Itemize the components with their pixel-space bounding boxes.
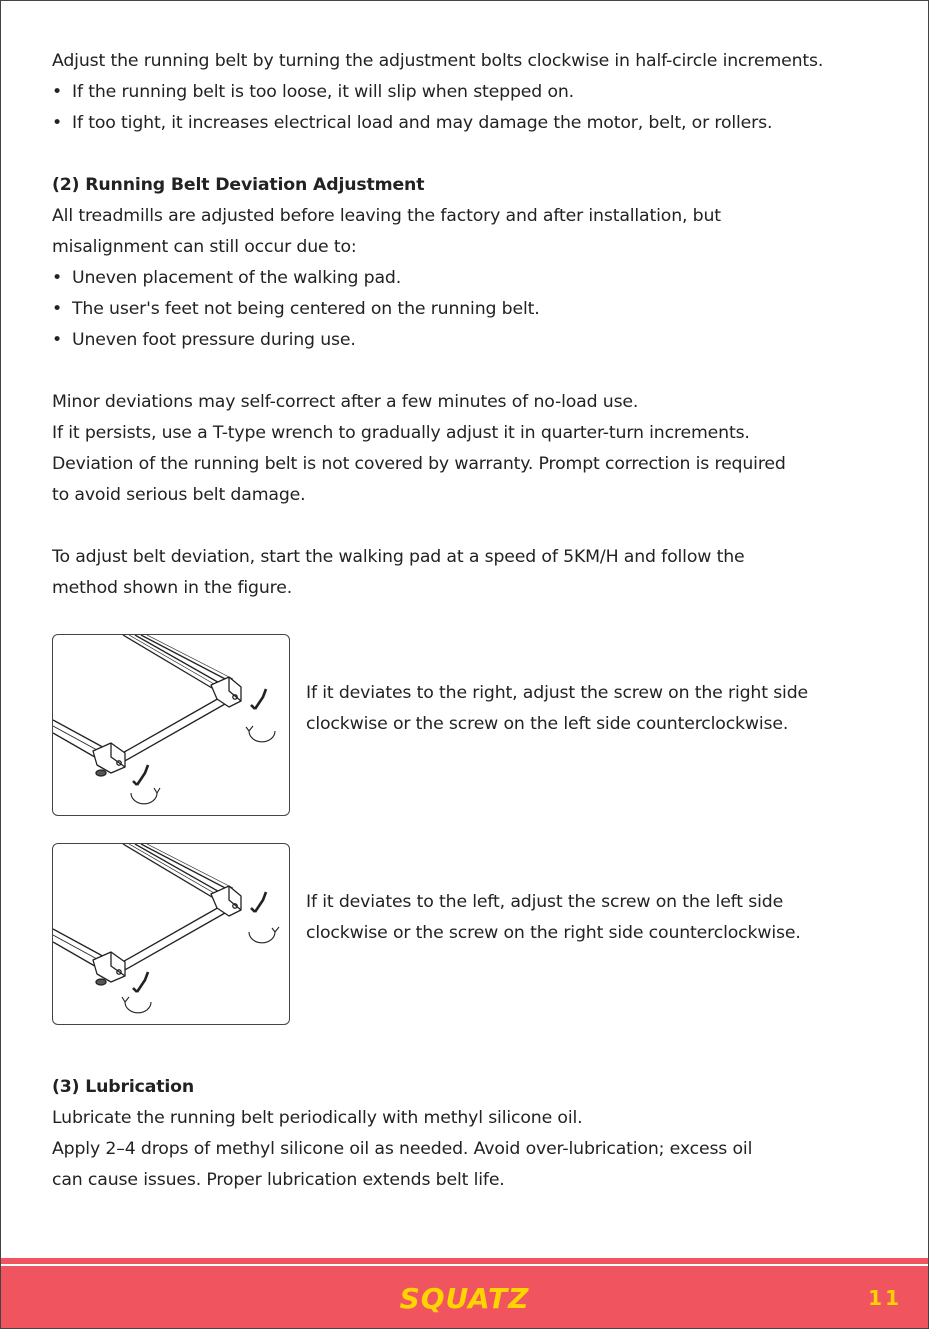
- figure-deviates-left: [52, 843, 290, 1025]
- paragraph: To adjust belt deviation, start the walking pad at a speed of 5KM/H and follow the: [52, 547, 745, 567]
- paragraph: Minor deviations may self-correct after a few minutes of no-load use.: [52, 392, 639, 412]
- paragraph: misalignment can still occur due to:: [52, 237, 357, 257]
- figure-deviates-right: [52, 634, 290, 816]
- list-item: [52, 77, 882, 108]
- list-item-text: Uneven foot pressure during use.: [72, 330, 356, 350]
- page-footer: [1, 1258, 928, 1328]
- paragraph: All treadmills are adjusted before leaving the factory and after installation, but: [52, 206, 721, 226]
- caption-line: clockwise or the screw on the left side counterclockwise.: [306, 714, 789, 734]
- figure1-caption: [306, 678, 886, 740]
- list-item: [52, 108, 882, 139]
- list-item-text: If the running belt is too loose, it will slip when stepped on.: [72, 82, 575, 102]
- section-heading-deviation: (2) Running Belt Deviation Adjustment: [52, 175, 425, 195]
- bullet-icon: •: [52, 268, 63, 288]
- list-item: [52, 263, 882, 294]
- bullet-icon: •: [52, 113, 63, 133]
- paragraph: Lubricate the running belt periodically with methyl silicone oil.: [52, 1108, 583, 1128]
- bullet-icon: •: [52, 82, 63, 102]
- list-item: [52, 325, 882, 356]
- list-item: [52, 294, 882, 325]
- list-item-text: The user's feet not being centered on the running belt.: [72, 299, 540, 319]
- bullet-icon: •: [52, 299, 63, 319]
- list-item-text: If too tight, it increases electrical load and may damage the motor, belt, or rollers.: [72, 113, 773, 133]
- figure2-caption: [306, 887, 886, 949]
- bullet-icon: •: [52, 330, 63, 350]
- caption-line: If it deviates to the left, adjust the screw on the left side: [306, 892, 784, 912]
- paragraph: can cause issues. Proper lubrication extends belt life.: [52, 1170, 505, 1190]
- paragraph: Apply 2–4 drops of methyl silicone oil as needed. Avoid over-lubrication; excess oil: [52, 1139, 753, 1159]
- paragraph: to avoid serious belt damage.: [52, 485, 306, 505]
- paragraph: Deviation of the running belt is not covered by warranty. Prompt correction is required: [52, 454, 786, 474]
- lubrication-section: [52, 1072, 882, 1196]
- brand-logo: SQUATZ: [399, 1282, 530, 1315]
- treadmill-illustration: [53, 844, 289, 1024]
- list-item-text: Uneven placement of the walking pad.: [72, 268, 402, 288]
- intro-line: Adjust the running belt by turning the adjustment bolts clockwise in half-circle increments.: [52, 51, 824, 71]
- paragraph: If it persists, use a T-type wrench to gradually adjust it in quarter-turn increments.: [52, 423, 750, 443]
- treadmill-illustration: [53, 635, 289, 815]
- caption-line: clockwise or the screw on the right side counterclockwise.: [306, 923, 801, 943]
- caption-line: If it deviates to the right, adjust the screw on the right side: [306, 683, 809, 703]
- page-number: 11: [868, 1286, 902, 1310]
- page-content: [52, 46, 882, 604]
- section-heading-lubrication: (3) Lubrication: [52, 1077, 194, 1097]
- paragraph: method shown in the figure.: [52, 578, 293, 598]
